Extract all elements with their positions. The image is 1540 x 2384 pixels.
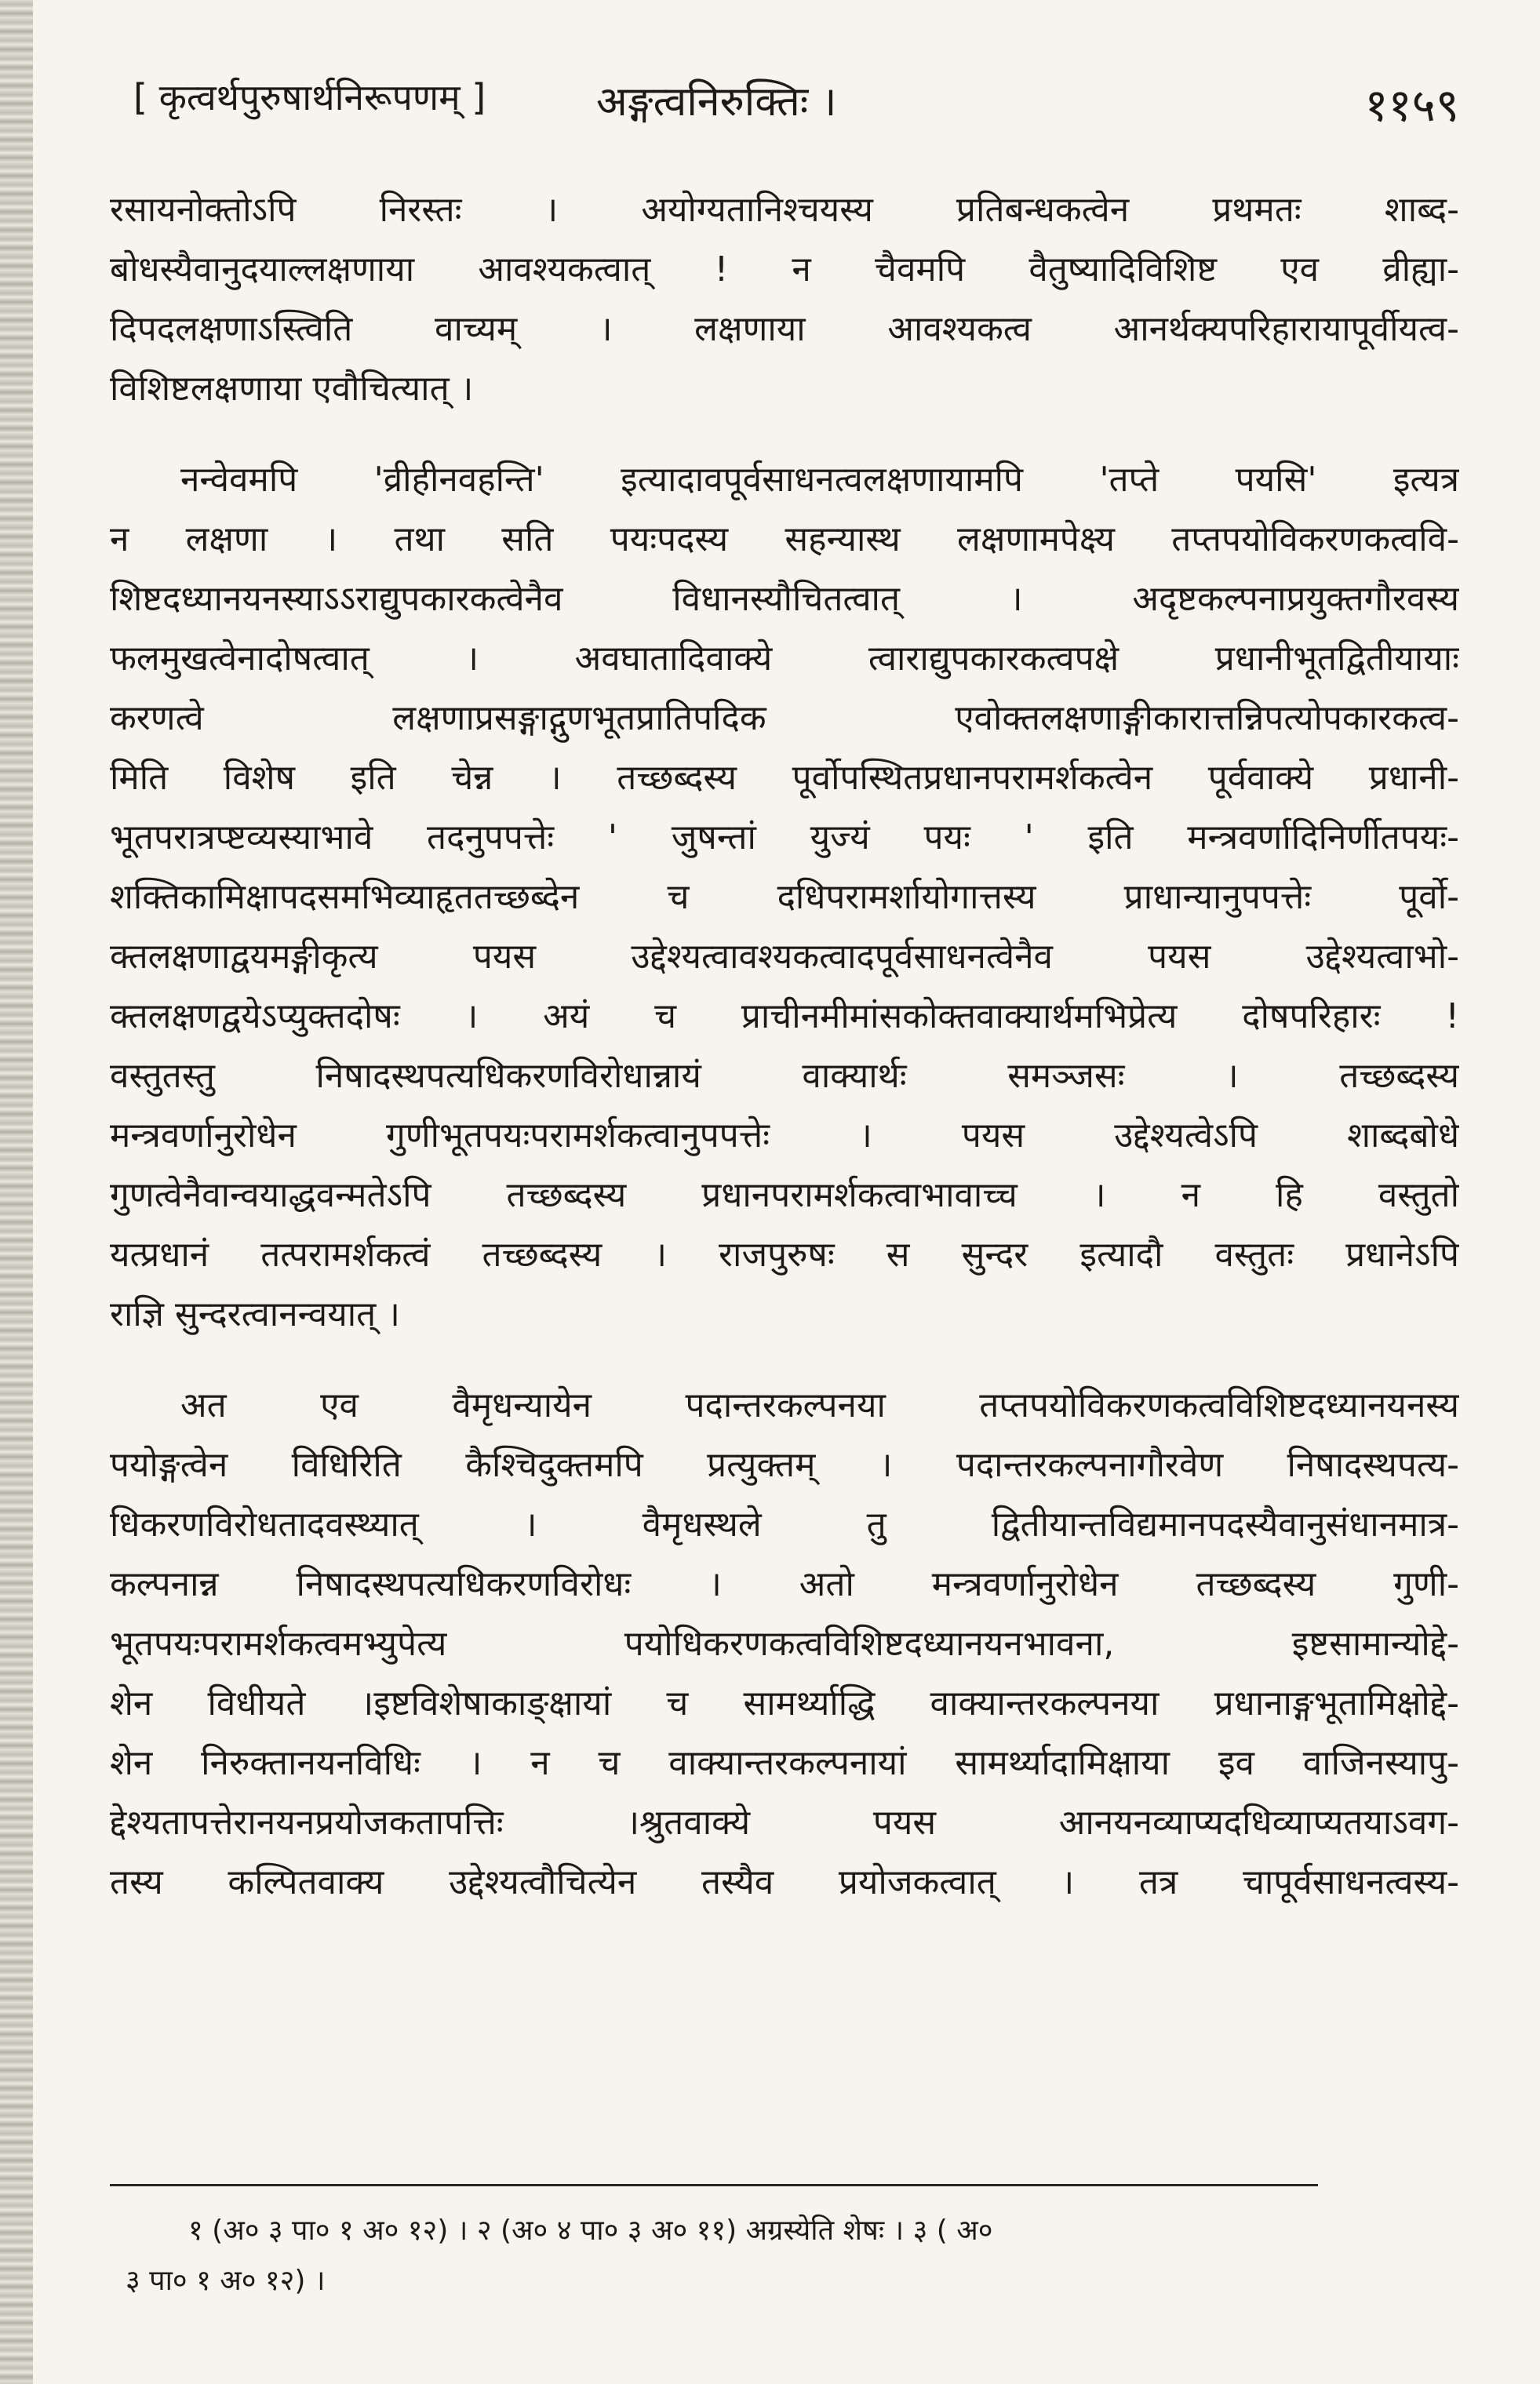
footnote-line: १ (अ० ३ पा० १ अ० १२) । २ (अ० ४ पा० ३ अ० ११) अग्रस्येति शेषः । ३ ( अ० bbox=[188, 2215, 993, 2247]
paragraph-gap bbox=[110, 1345, 1459, 1376]
text-line: भूतपयःपरामर्शकत्वमभ्युपेत्य पयोधिकरणकत्वविशिष्टदध्यानयनभावना, इष्टसामान्योद्दे- bbox=[110, 1624, 1459, 1664]
paragraph-gap bbox=[110, 419, 1459, 450]
text-line: पयोङ्गत्वेन विधिरिति कैश्चिदुक्तमपि प्रत्युक्तम् । पदान्तरकल्पनागौरवेण निषादस्थपत्य- bbox=[110, 1445, 1459, 1485]
text-line: बोधस्यैवानुदयाल्लक्षणाया आवश्यकत्वात् ! न चैवमपि वैतुष्यादिविशिष्ट एव व्रीह्या- bbox=[110, 249, 1459, 289]
book-page bbox=[110, 0, 1459, 2384]
text-line: मन्त्रवर्णानुरोधेन गुणीभूतपयःपरामर्शकत्वानुपपत्तेः । पयस उद्देश्यत्वेऽपि शाब्दबोधे bbox=[110, 1116, 1459, 1156]
text-line: कल्पनान्न निषादस्थपत्यधिकरणविरोधः । अतो मन्त्रवर्णानुरोधेन तच्छब्दस्य गुणी- bbox=[110, 1564, 1459, 1604]
text-line: यत्प्रधानं तत्परामर्शकत्वं तच्छब्दस्य । राजपुरुषः स सुन्दर इत्यादौ वस्तुतः प्रधानेऽपि bbox=[110, 1235, 1459, 1275]
footnote-divider bbox=[110, 2184, 1318, 2186]
text-line: क्तलक्षणद्वयेऽप्युक्तदोषः । अयं च प्राचीनमीमांसकोक्तवाक्यार्थमभिप्रेत्य दोषपरिहारः ! bbox=[110, 996, 1459, 1036]
main-text bbox=[110, 180, 1459, 1913]
text-line: शेन विधीयते ।इष्टविशेषाकाङ्क्षायां च सामर्थ्याद्धि वाक्यान्तरकल्पनया प्रधानाङ्गभूतामिक्षोद्दे- bbox=[110, 1683, 1459, 1723]
text-line: करणत्वे लक्षणाप्रसङ्गाद्गुणभूतप्रातिपदिक एवोक्तलक्षणाङ्गीकारात्तन्निपत्योपकारकत्व- bbox=[110, 698, 1459, 738]
text-line: क्तलक्षणाद्वयमङ्गीकृत्य पयस उद्देश्यत्वावश्यकत्वादपूर्वसाधनत्वेनैव पयस उद्देश्यत्वाभो- bbox=[110, 937, 1459, 977]
scan-edge bbox=[0, 0, 33, 2384]
footnote-line: ३ पा० १ अ० १२) । bbox=[126, 2265, 326, 2297]
paragraph bbox=[110, 450, 1459, 1345]
text-line: शेन निरुक्तानयनविधिः । न च वाक्यान्तरकल्पनायां सामर्थ्यादामिक्षाया इव वाजिनस्यापु- bbox=[110, 1743, 1459, 1783]
text-line: तस्य कल्पितवाक्य उद्देश्यत्वौचित्येन तस्यैव प्रयोजकत्वात् । तत्र चापूर्वसाधनत्वस्य- bbox=[110, 1862, 1459, 1902]
running-header bbox=[133, 64, 1459, 135]
text-line: भूतपरात्रप्ष्टव्यस्याभावे तदनुपपत्तेः ' जुषन्तां युज्यं पयः ' इति मन्त्रवर्णादिनिर्णीतपयः- bbox=[110, 817, 1459, 857]
text-line: मिति विशेष इति चेन्न । तच्छब्दस्य पूर्वोपस्थितप्रधानपरामर्शकत्वेन पूर्ववाक्ये प्रधानी- bbox=[110, 758, 1459, 798]
paragraph bbox=[110, 1376, 1459, 1913]
text-line: गुणत्वेनैवान्वयाद्धवन्मतेऽपि तच्छब्दस्य प्रधानपरामर्शकत्वाभावाच्च । न हि वस्तुतो bbox=[110, 1175, 1459, 1215]
header-section-title: [ कृत्वर्थपुरुषार्थनिरूपणम् ] bbox=[133, 76, 486, 118]
paragraph bbox=[110, 180, 1459, 419]
text-line: धिकरणविरोधतादवस्थ्यात् । वैमृधस्थले तु द्वितीयान्तविद्यमानपदस्यैवानुसंधानमात्र- bbox=[110, 1505, 1459, 1545]
text-line: द्देश्यतापत्तेरानयनप्रयोजकतापत्तिः ।श्रुतवाक्ये पयस आनयनव्याप्यदधिव्याप्यतयाऽवग- bbox=[110, 1803, 1459, 1843]
text-line: रसायनोक्तोऽपि निरस्तः । अयोग्यतानिश्चयस्य प्रतिबन्धकत्वेन प्रथमतः शाब्द- bbox=[110, 190, 1459, 230]
text-line: विशिष्टलक्षणाया एवौचित्यात् । bbox=[110, 369, 474, 409]
text-line: फलमुखत्वेनादोषत्वात् । अवघातादिवाक्ये त्वाराद्युपकारकत्वपक्षे प्रधानीभूतद्वितीयायाः bbox=[110, 639, 1459, 679]
footnotes bbox=[126, 2206, 1444, 2306]
text-line: न लक्षणा । तथा सति पयःपदस्य सहन्यास्थ लक्षणामपेक्ष्य तप्तपयोविकरणकत्ववि- bbox=[110, 519, 1459, 559]
text-line: वस्तुतस्तु निषादस्थपत्यधिकरणविरोधान्नायं वाक्यार्थः समञ्जसः । तच्छब्दस्य bbox=[110, 1056, 1459, 1096]
text-line: नन्वेवमपि 'व्रीहीनवहन्ति' इत्यादावपूर्वसाधनत्वलक्षणायामपि 'तप्ते पयसि' इत्यत्र bbox=[180, 460, 1459, 500]
text-line: अत एव वैमृधन्यायेन पदान्तरकल्पनया तप्तपयोविकरणकत्वविशिष्टदध्यानयनस्य bbox=[180, 1385, 1459, 1425]
text-line: शिष्टदध्यानयनस्याऽऽराद्युपकारकत्वेनैव विधानस्यौचितत्वात् । अदृष्टकल्पनाप्रयुक्तगौरवस्य bbox=[110, 579, 1459, 619]
header-chapter-title: अङ्गत्वनिरुक्तिः । bbox=[596, 78, 837, 126]
page-number: ११५९ bbox=[1364, 78, 1459, 132]
text-line: दिपदलक्षणाऽस्त्विति वाच्यम् । लक्षणाया आवश्यकत्व आनर्थक्यपरिहारायापूर्वीयत्व- bbox=[110, 309, 1459, 349]
text-line: राज्ञि सुन्दरत्वानन्वयात् । bbox=[110, 1294, 400, 1334]
text-line: शक्तिकामिक्षापदसमभिव्याहृततच्छब्देन च दधिपरामर्शायोगात्तस्य प्राधान्यानुपपत्तेः पूर्वो- bbox=[110, 877, 1459, 917]
